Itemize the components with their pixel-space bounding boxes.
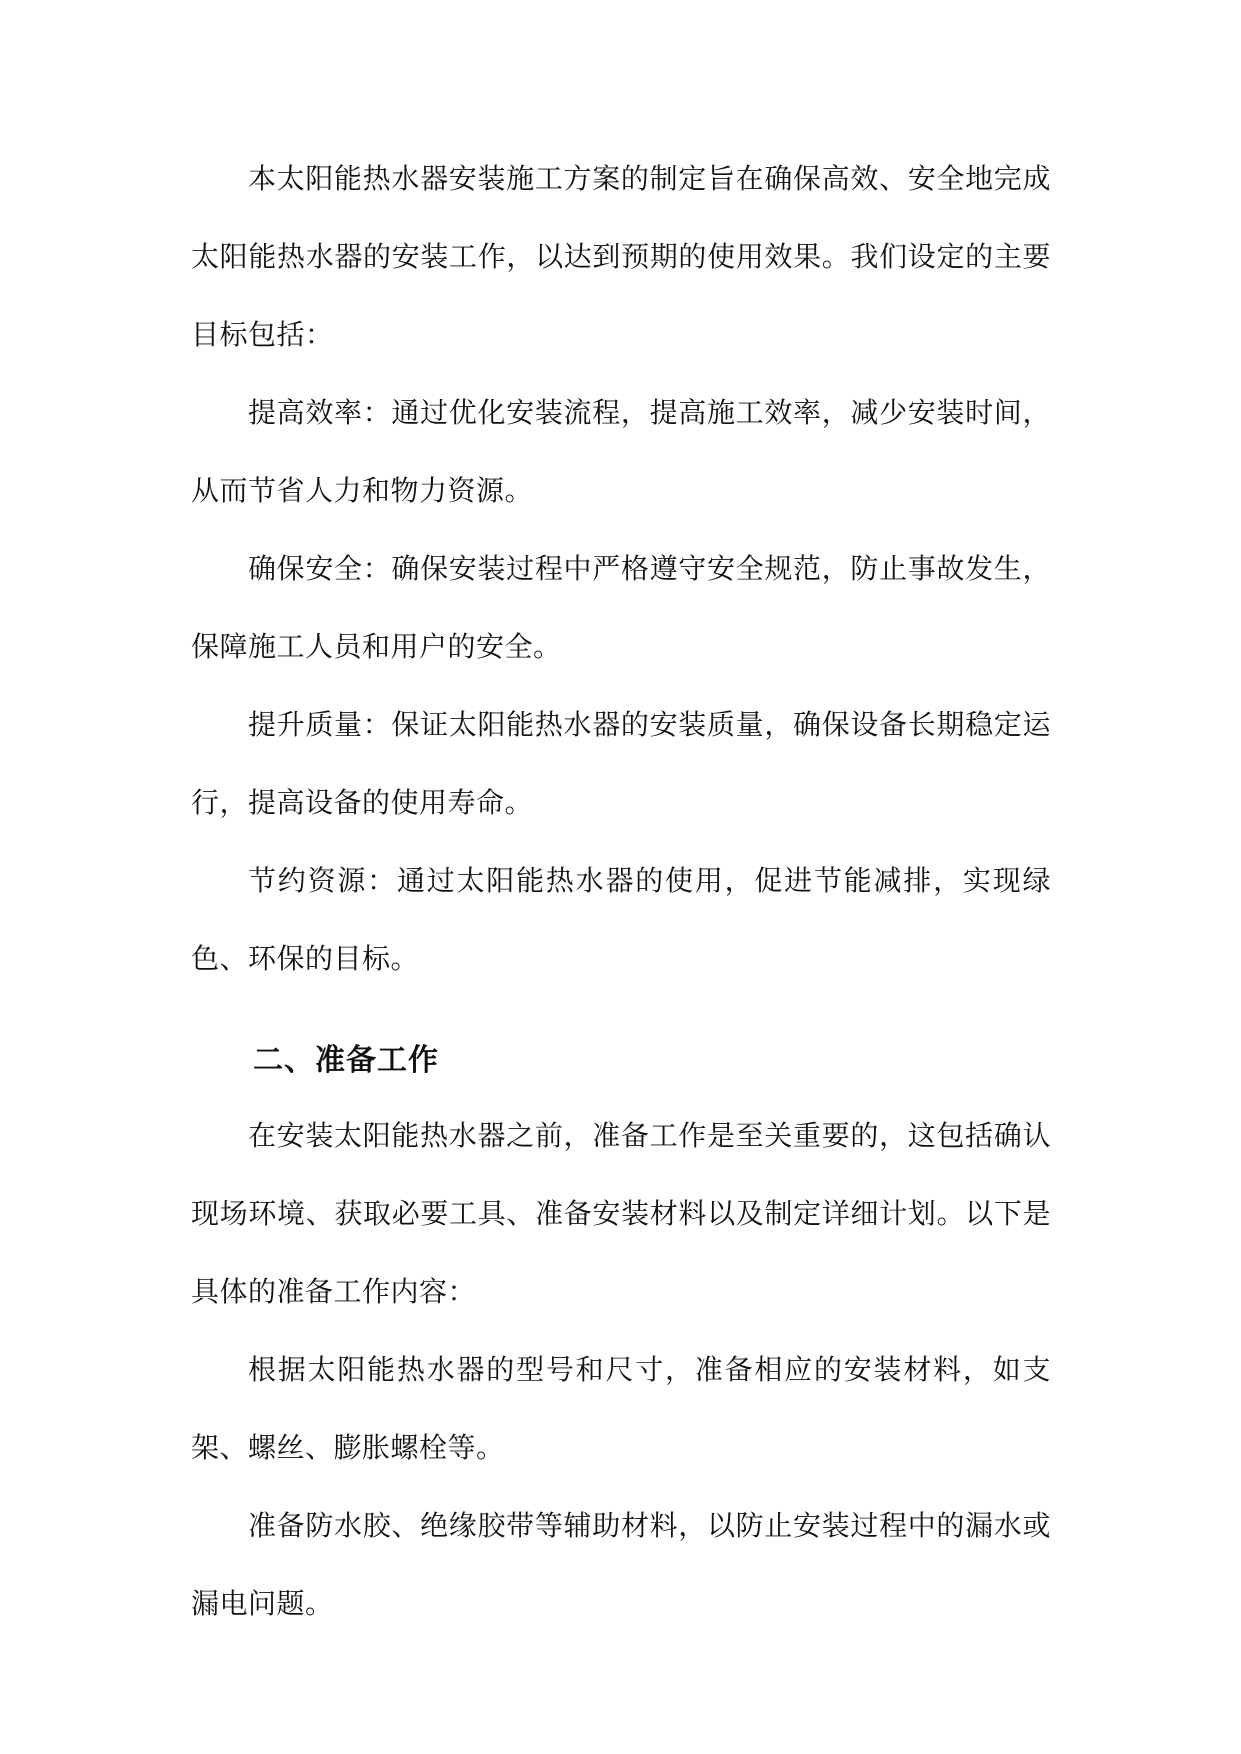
document-body	[191, 140, 1051, 1643]
section-paragraph-materials: 根据太阳能热水器的型号和尺寸，准备相应的安装材料，如支架、螺丝、膨胀螺栓等。	[191, 1353, 1051, 1464]
section-paragraph-overview: 在安装太阳能热水器之前，准备工作是至关重要的，这包括确认现场环境、获取必要工具、准备安装材料以及制定详细计划。以下是具体的准备工作内容：	[191, 1119, 1051, 1308]
intro-paragraph-objectives: 本太阳能热水器安装施工方案的制定旨在确保高效、安全地完成太阳能热水器的安装工作，以达到预期的使用效果。我们设定的主要目标包括：	[191, 162, 1051, 351]
intro-paragraph-quality: 提升质量：保证太阳能热水器的安装质量，确保设备长期稳定运行，提高设备的使用寿命。	[191, 708, 1051, 819]
intro-paragraph-resources: 节约资源：通过太阳能热水器的使用，促进节能减排，实现绿色、环保的目标。	[191, 864, 1051, 975]
intro-paragraph-safety: 确保安全：确保安装过程中严格遵守安全规范，防止事故发生，保障施工人员和用户的安全。	[191, 552, 1051, 663]
intro-paragraph-efficiency: 提高效率：通过优化安装流程，提高施工效率，减少安装时间，从而节省人力和物力资源。	[191, 396, 1051, 507]
section-paragraph-auxiliary: 准备防水胶、绝缘胶带等辅助材料，以防止安装过程中的漏水或漏电问题。	[191, 1509, 1051, 1620]
section-heading-preparation: 二、准备工作	[253, 1043, 439, 1078]
